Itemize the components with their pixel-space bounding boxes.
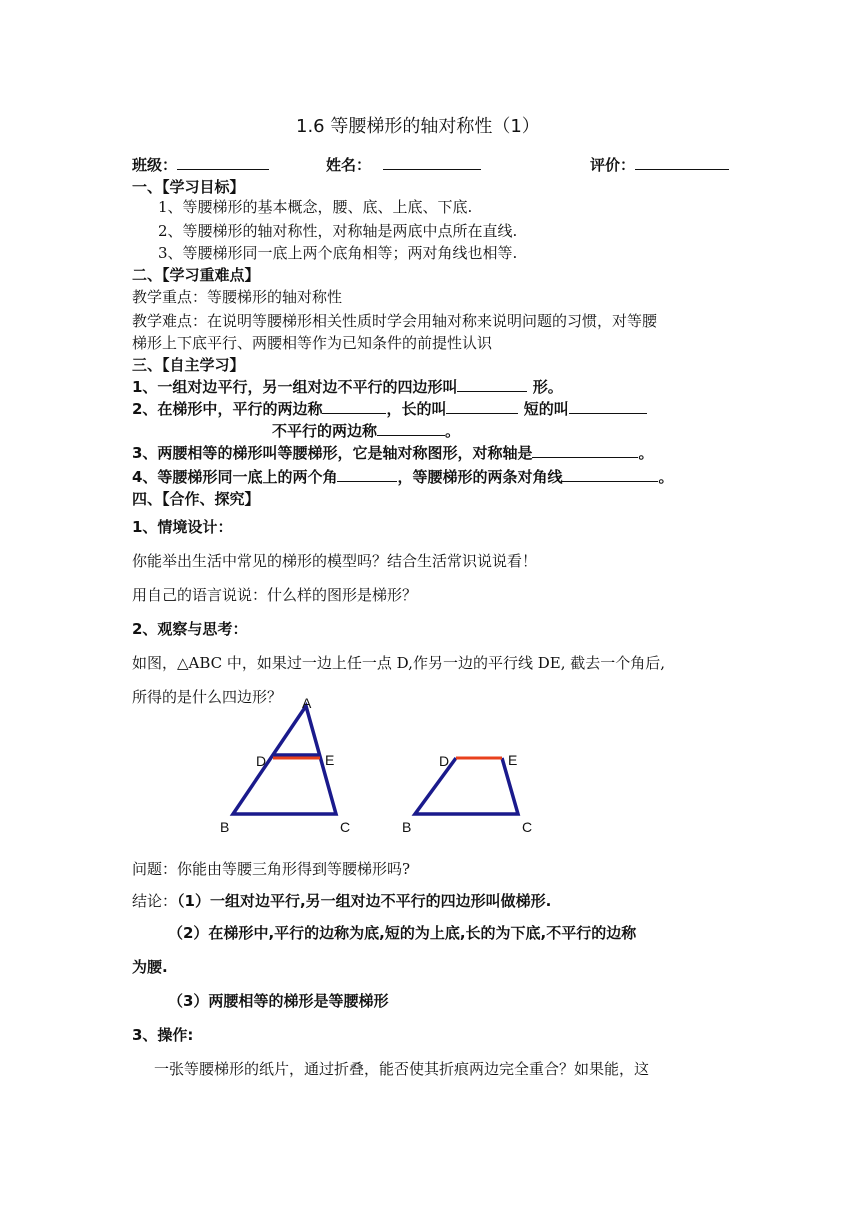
trapezoid-sides — [415, 758, 518, 814]
paragraph: 你能举出生活中常见的梯形的模型吗？结合生活常识说说看！ — [132, 552, 538, 570]
label-a: A — [302, 695, 312, 711]
label-e: E — [508, 752, 518, 768]
conclusion-3: （3）两腰相等的梯形是等腰梯形 — [168, 992, 389, 1010]
label-d: D — [439, 753, 450, 769]
question-2-cont: 不平行的两边称 。 — [272, 422, 461, 440]
section-heading: 三、【自主学习】 — [132, 356, 245, 374]
goal-item: 1、等腰梯形的基本概念，腰、底、上底、下底. — [158, 198, 473, 216]
trapezoid-figure — [402, 752, 532, 835]
conclusion-2: （2）在梯形中,平行的边称为底,短的为上底,长的为下底,不平行的边称 — [168, 924, 637, 942]
goal-item: 2、等腰梯形的轴对称性，对称轴是两底中点所在直线. — [158, 222, 518, 240]
section-heading: 二、【学习重难点】 — [132, 266, 260, 284]
triangle-abc — [233, 706, 336, 814]
subheading: 3、操作: — [132, 1026, 194, 1044]
label-e: E — [325, 752, 335, 768]
difficult-point: 教学难点：在说明等腰梯形相关性质时学会用轴对称来说明问题的习惯，对等腰 — [132, 312, 658, 330]
question-4: 4、等腰梯形同一底上的两个角 ，等腰梯形的两条对角线 。 — [132, 468, 674, 486]
label-c: C — [340, 819, 351, 835]
label-b: B — [220, 819, 230, 835]
label-d: D — [256, 753, 267, 769]
difficult-point-cont: 梯形上下底平行、两腰相等作为已知条件的前提性认识 — [132, 334, 493, 352]
label-b: B — [402, 819, 412, 835]
label-c: C — [522, 819, 533, 835]
section-heading: 一、【学习目标】 — [132, 178, 245, 196]
class-label: 班级： — [132, 154, 269, 176]
page-title: 1.6 等腰梯形的轴对称性（1） — [296, 116, 540, 137]
question-text: 问题：你能由等腰三角形得到等腰梯形吗? — [132, 860, 411, 878]
key-point: 教学重点：等腰梯形的轴对称性 — [132, 288, 343, 306]
paragraph: 所得的是什么四边形？ — [132, 688, 283, 706]
subheading: 1、情境设计： — [132, 518, 233, 536]
triangle-figure — [220, 695, 350, 835]
goal-item: 3、等腰梯形同一底上两个底角相等；两对角线也相等. — [158, 244, 518, 262]
paragraph: 一张等腰梯形的纸片，通过折叠，能否使其折痕两边完全重合？如果能，这 — [154, 1060, 650, 1078]
conclusion-1: 结论：（1）一组对边平行,另一组对边不平行的四边形叫做梯形. — [132, 892, 552, 910]
paragraph: 如图，△ABC 中，如果过一边上任一点 D,作另一边的平行线 DE, 截去一个角后, — [132, 654, 665, 672]
subheading: 2、观察与思考： — [132, 620, 248, 638]
question-1: 1、一组对边平行，另一组对边不平行的四边形叫 形。 — [132, 378, 563, 396]
section-heading: 四、【合作、探究】 — [132, 490, 260, 508]
name-label: 姓名： — [326, 154, 481, 176]
score-label: 评价： — [590, 154, 729, 176]
question-2: 2、在梯形中，平行的两边称 ，长的叫 短的叫 — [132, 398, 647, 420]
conclusion-2-cont: 为腰. — [132, 958, 168, 976]
question-3: 3、两腰相等的梯形叫等腰梯形，它是轴对称图形，对称轴是 。 — [132, 444, 654, 462]
paragraph: 用自己的语言说说：什么样的图形是梯形？ — [132, 586, 418, 604]
